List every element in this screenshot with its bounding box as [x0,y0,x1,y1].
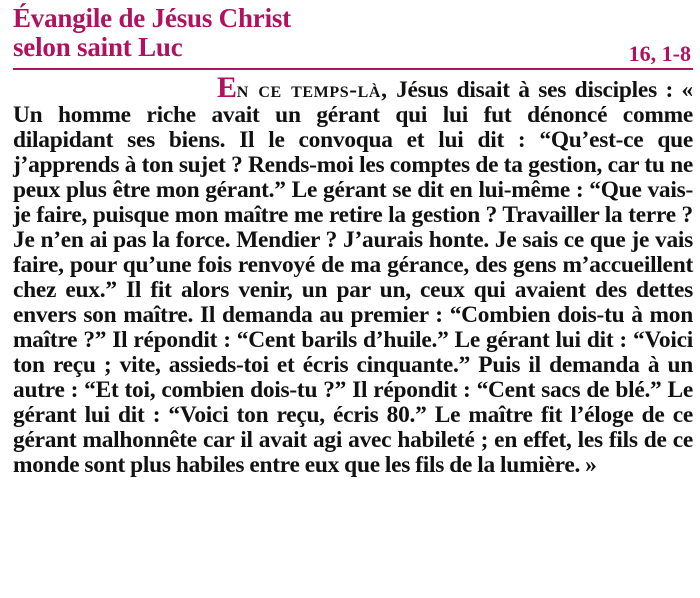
title-line-1: Évangile de Jésus Christ [13,3,291,33]
reading-header [13,4,693,70]
opening-words: n ce temps-là, [236,77,388,103]
first-line-indent [13,96,217,97]
drop-cap: E [217,71,237,104]
reading-body [13,71,693,478]
title-line-2: selon saint Luc [13,32,183,62]
scripture-reference: 16, 1-8 [628,41,691,66]
reading-text: Jésus disait à ses disciples : « Un homme riche avait un gérant qui lui fut dénoncé comme dilapidant ses biens. Il le convoqua et lui dit : “Qu’est-ce que j’apprends à ton sujet ? Rends-moi les comptes de ta gestion, car tu ne peux plus être mon gérant.” Le gérant se dit en lui-même : “Que vais-je faire, puisque mon maître me retire la gestion ? Travailler la terre ? Je n’en ai pas la force. Mendier ? J’aurais honte. Je sais ce que je vais faire, pour qu’une fois renvoyé de ma gérance, des gens m’accueillent chez eux.” Il fit alors venir, un par un, ceux qui avaient des dettes envers son maître. Il demanda au premier : “Combien dois-tu à mon maître ?” Il répondit : “Cent barils d’huile.” Le gérant lui dit : “Voici ton reçu ; vite, assieds-toi et écris cinquante.” Puis il demanda à un autre : “Et toi, combien dois-tu ?” Il répondit : “Cent sacs de blé.” Le gérant lui dit : “Voici ton reçu, écris 80.” Le maître fit l’éloge de ce gérant malhonnête car il avait agi avec habileté ; en effet, les fils de ce monde sont plus habiles entre eux que les fils de la lumière. » [13,77,693,478]
gospel-reading-page [13,4,693,478]
